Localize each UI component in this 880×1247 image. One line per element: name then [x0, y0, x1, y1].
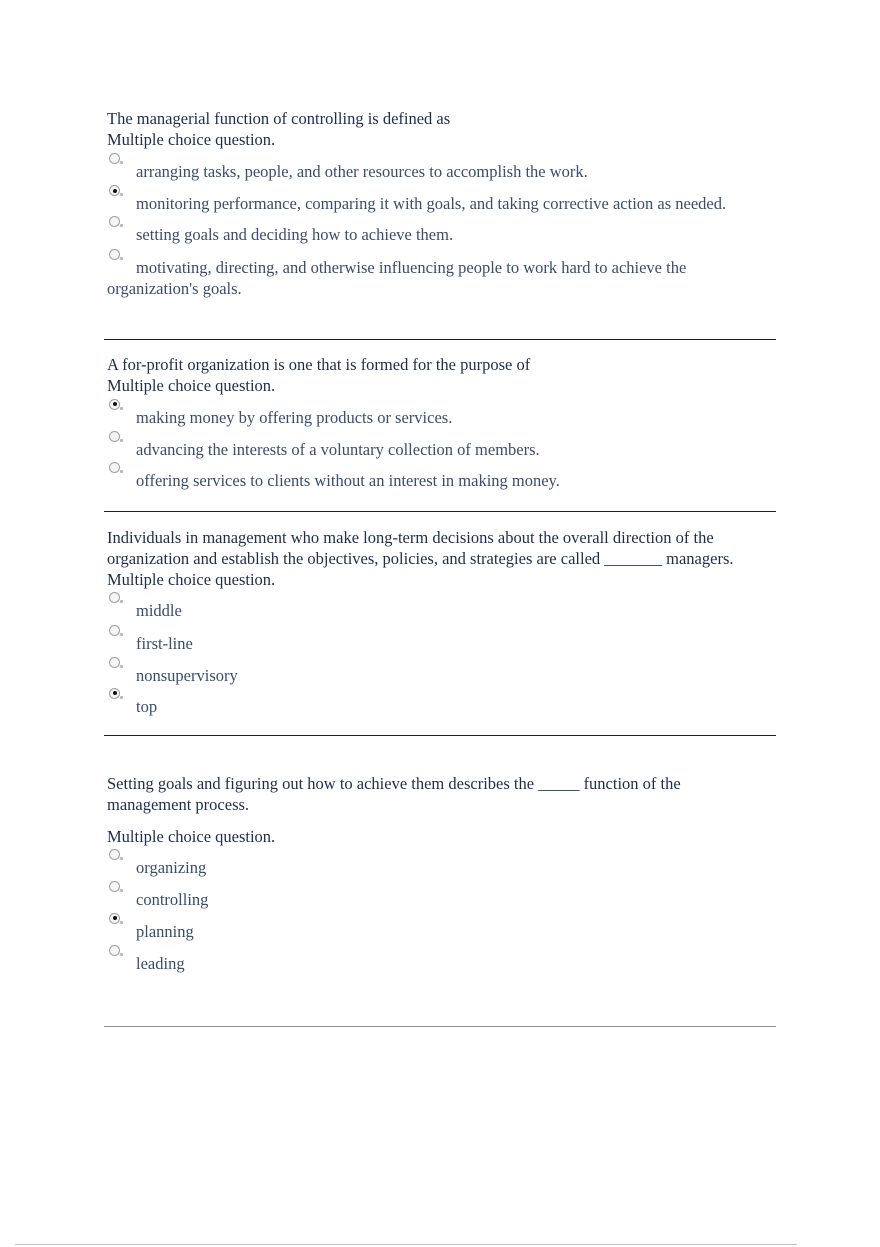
- radio-button[interactable]: [109, 849, 120, 860]
- answer-option[interactable]: [107, 440, 747, 461]
- question-3: [107, 528, 747, 718]
- radio-button[interactable]: [109, 592, 120, 603]
- question-text: The managerial function of controlling is defined as: [107, 109, 451, 128]
- radio-button-selected[interactable]: [109, 399, 120, 410]
- option-label: advancing the interests of a voluntary collection of members.: [136, 440, 540, 460]
- radio-button-selected[interactable]: [109, 185, 120, 196]
- question-type: Multiple choice question.: [107, 569, 276, 589]
- question-text: Individuals in management who make long-term decisions about the overall direction of the organization and establish the objectives, policies, and strategies are called _______ managers.: [107, 528, 734, 568]
- answer-option[interactable]: [107, 258, 747, 300]
- option-label: first-line: [136, 634, 193, 654]
- radio-button[interactable]: [109, 625, 120, 636]
- radio-button[interactable]: [109, 657, 120, 668]
- option-label: controlling: [136, 890, 209, 910]
- question-4: [107, 774, 747, 975]
- option-label: planning: [136, 921, 194, 941]
- question-text: A for-profit organization is one that is formed for the purpose of: [107, 355, 531, 374]
- radio-button[interactable]: [109, 153, 120, 164]
- option-label: organizing: [136, 858, 207, 878]
- answer-option[interactable]: [107, 194, 747, 215]
- radio-button-selected[interactable]: [109, 688, 120, 699]
- answer-option[interactable]: [107, 601, 747, 622]
- question-divider: [104, 511, 776, 512]
- question-divider: [104, 339, 776, 340]
- radio-button[interactable]: [109, 431, 120, 442]
- option-label: setting goals and deciding how to achieve them.: [136, 225, 454, 245]
- question-type: Multiple choice question.: [107, 129, 276, 149]
- answer-option[interactable]: [107, 162, 747, 183]
- option-label: monitoring performance, comparing it with goals, and taking corrective action as needed.: [136, 194, 727, 214]
- option-label: nonsupervisory: [136, 665, 238, 685]
- answer-option[interactable]: [107, 922, 747, 943]
- question-type: Multiple choice question.: [107, 826, 276, 846]
- option-label: leading: [136, 953, 185, 973]
- radio-button[interactable]: [109, 462, 120, 473]
- question-type: Multiple choice question.: [107, 375, 276, 395]
- answer-option[interactable]: [107, 471, 747, 492]
- answer-option[interactable]: [107, 666, 747, 687]
- answer-option[interactable]: [107, 408, 747, 429]
- radio-button[interactable]: [109, 945, 120, 956]
- question-divider: [104, 1026, 776, 1027]
- option-label: top: [136, 696, 158, 716]
- radio-button-selected[interactable]: [109, 913, 120, 924]
- option-label: motivating, directing, and otherwise influencing people to work hard to achieve the organization's goals.: [107, 257, 687, 298]
- answer-option[interactable]: [107, 634, 747, 655]
- radio-button[interactable]: [109, 881, 120, 892]
- option-label: middle: [136, 601, 182, 621]
- answer-option[interactable]: [107, 697, 747, 718]
- answer-option[interactable]: [107, 954, 747, 975]
- question-2: [107, 355, 747, 492]
- option-label: making money by offering products or services.: [136, 407, 453, 427]
- answer-option[interactable]: [107, 225, 747, 246]
- question-divider: [104, 735, 776, 736]
- radio-button[interactable]: [109, 216, 120, 227]
- option-label: offering services to clients without an interest in making money.: [136, 471, 560, 491]
- radio-button[interactable]: [109, 249, 120, 260]
- option-label: arranging tasks, people, and other resources to accomplish the work.: [136, 161, 588, 181]
- page-footer-rule: [15, 1244, 797, 1245]
- question-1: [107, 109, 747, 300]
- answer-option[interactable]: [107, 858, 747, 879]
- question-text: Setting goals and figuring out how to achieve them describes the _____ function of the management process.: [107, 774, 681, 814]
- answer-option[interactable]: [107, 890, 747, 911]
